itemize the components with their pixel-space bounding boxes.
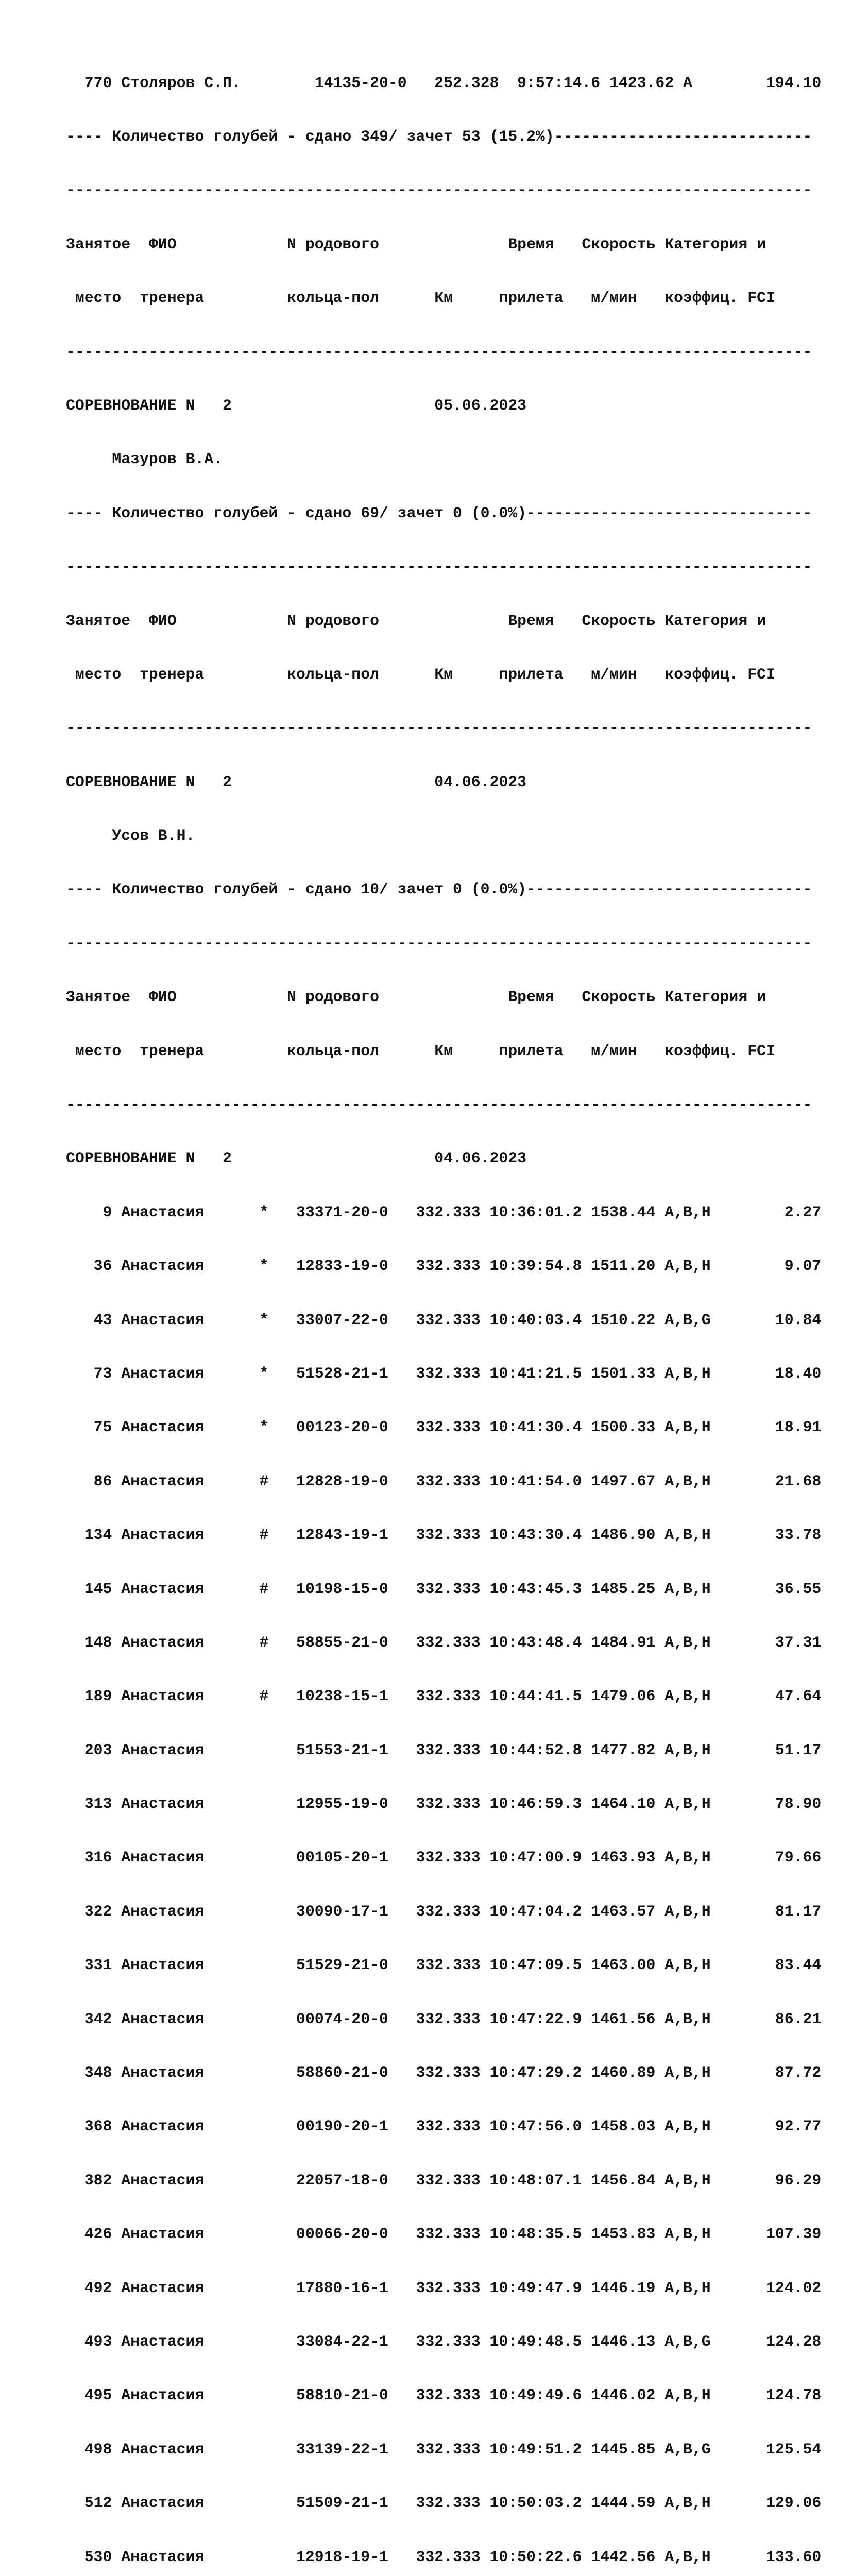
column-header-line-2: место тренера кольца-пол Км прилета м/мин коэффиц. FCI — [66, 1042, 775, 1060]
result-row: 342 Анастасия 00074-20-0 332.333 10:47:22.9 1461.56 A,B,H 86.21 — [66, 2010, 822, 2028]
result-row: 145 Анастасия # 10198-15-0 332.333 10:43:45.3 1485.25 A,B,H 36.55 — [66, 1580, 822, 1598]
fancier-name: Мазуров В.А. — [66, 450, 223, 468]
result-row: 382 Анастасия 22057-18-0 332.333 10:48:07.1 1456.84 A,B,H 96.29 — [66, 2171, 822, 2189]
column-header-line-1: Занятое ФИО N родового Время Скорость Категория и — [66, 612, 766, 630]
result-row: 148 Анастасия # 58855-21-0 332.333 10:43:48.4 1484.91 A,B,H 37.31 — [66, 1633, 822, 1651]
race-results-printout — [66, 38, 821, 2576]
result-row: 493 Анастасия 33084-22-1 332.333 10:49:48.5 1446.13 A,B,G 124.28 — [66, 2333, 822, 2350]
competition-title: СОРЕВНОВАНИЕ N 2 04.06.2023 — [66, 773, 527, 791]
result-row: 426 Анастасия 00066-20-0 332.333 10:48:35.5 1453.83 A,B,H 107.39 — [66, 2225, 822, 2243]
result-row: 512 Анастасия 51509-21-1 332.333 10:50:03.2 1444.59 A,B,H 129.06 — [66, 2494, 822, 2512]
column-header-line-2: место тренера кольца-пол Км прилета м/мин коэффиц. FCI — [66, 665, 775, 683]
result-row-stolyarov: 770 Столяров С.П. 14135-20-0 252.328 9:57:14.6 1423.62 A 194.10 — [66, 74, 822, 92]
separator-line: --------------------------------------------------------------------------------- — [66, 719, 812, 737]
result-row: 86 Анастасия # 12828-19-0 332.333 10:41:54.0 1497.67 A,B,H 21.68 — [66, 1472, 822, 1490]
result-row: 9 Анастасия * 33371-20-0 332.333 10:36:01.2 1538.44 A,B,H 2.27 — [66, 1203, 822, 1221]
result-row: 530 Анастасия 12918-19-1 332.333 10:50:22.6 1442.56 A,B,H 133.60 — [66, 2548, 822, 2566]
result-row: 134 Анастасия # 12843-19-1 332.333 10:43:30.4 1486.90 A,B,H 33.78 — [66, 1526, 822, 1544]
summary-line-2: ---- Количество голубей - сдано 69/ зачет 0 (0.0%)------------------------------- — [66, 504, 812, 522]
separator-line: --------------------------------------------------------------------------------- — [66, 934, 812, 952]
result-row: 492 Анастасия 17880-16-1 332.333 10:49:47.9 1446.19 A,B,H 124.02 — [66, 2279, 822, 2297]
separator-line: --------------------------------------------------------------------------------- — [66, 343, 812, 361]
summary-line-3: ---- Количество голубей - сдано 10/ зачет 0 (0.0%)------------------------------- — [66, 880, 812, 899]
separator-line: --------------------------------------------------------------------------------- — [66, 1096, 812, 1114]
result-row: 331 Анастасия 51529-21-0 332.333 10:47:09.5 1463.00 A,B,H 83.44 — [66, 1956, 822, 1974]
result-row: 322 Анастасия 30090-17-1 332.333 10:47:04.2 1463.57 A,B,H 81.17 — [66, 1902, 822, 1920]
competition-title: СОРЕВНОВАНИЕ N 2 05.06.2023 — [66, 396, 527, 414]
result-row: 495 Анастасия 58810-21-0 332.333 10:49:49.6 1446.02 A,B,H 124.78 — [66, 2386, 822, 2404]
separator-line: --------------------------------------------------------------------------------- — [66, 558, 812, 576]
fancier-name: Усов В.Н. — [66, 827, 195, 845]
competition-title: СОРЕВНОВАНИЕ N 2 04.06.2023 — [66, 1149, 527, 1167]
result-row: 348 Анастасия 58860-21-0 332.333 10:47:29.2 1460.89 A,B,H 87.72 — [66, 2064, 822, 2082]
result-row: 75 Анастасия * 00123-20-0 332.333 10:41:30.4 1500.33 A,B,H 18.91 — [66, 1418, 822, 1436]
result-row: 203 Анастасия 51553-21-1 332.333 10:44:52.8 1477.82 A,B,H 51.17 — [66, 1741, 822, 1759]
result-row: 189 Анастасия # 10238-15-1 332.333 10:44:41.5 1479.06 A,B,H 47.64 — [66, 1687, 822, 1705]
result-row: 73 Анастасия * 51528-21-1 332.333 10:41:21.5 1501.33 A,B,H 18.40 — [66, 1364, 822, 1382]
column-header-line-1: Занятое ФИО N родового Время Скорость Категория и — [66, 235, 766, 253]
result-row: 36 Анастасия * 12833-19-0 332.333 10:39:54.8 1511.20 A,B,H 9.07 — [66, 1257, 822, 1275]
result-row: 43 Анастасия * 33007-22-0 332.333 10:40:03.4 1510.22 A,B,G 10.84 — [66, 1311, 822, 1329]
result-row: 368 Анастасия 00190-20-1 332.333 10:47:56.0 1458.03 A,B,H 92.77 — [66, 2117, 822, 2136]
column-header-line-2: место тренера кольца-пол Км прилета м/мин коэффиц. FCI — [66, 289, 775, 307]
column-header-line-1: Занятое ФИО N родового Время Скорость Категория и — [66, 988, 766, 1006]
result-row: 498 Анастасия 33139-22-1 332.333 10:49:51.2 1445.85 A,B,G 125.54 — [66, 2440, 822, 2458]
result-row: 313 Анастасия 12955-19-0 332.333 10:46:59.3 1464.10 A,B,H 78.90 — [66, 1795, 822, 1813]
result-row: 316 Анастасия 00105-20-1 332.333 10:47:00.9 1463.93 A,B,H 79.66 — [66, 1849, 822, 1867]
summary-line-1: ---- Количество голубей - сдано 349/ зачет 53 (15.2%)---------------------------- — [66, 127, 812, 145]
separator-line: --------------------------------------------------------------------------------- — [66, 181, 812, 199]
